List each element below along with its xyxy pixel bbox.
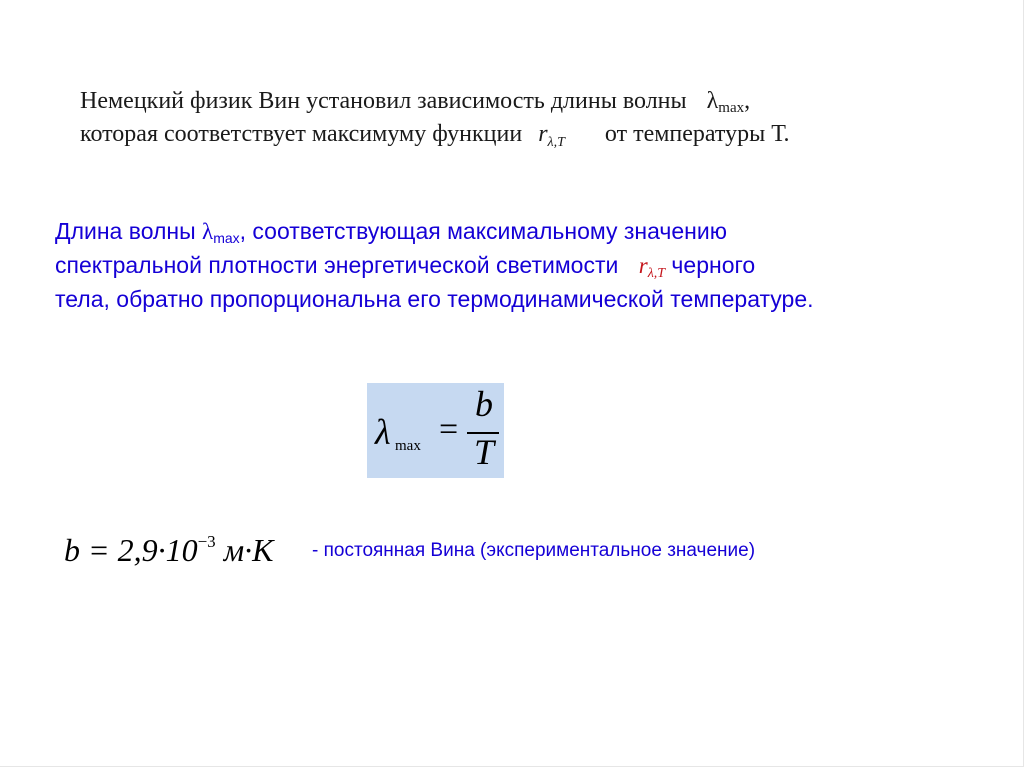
r-subscript: λ,T [547,135,565,150]
formula-equals: = [439,411,459,448]
wien-law-line-2-end: черного [665,252,756,278]
wien-formula-box [367,383,504,478]
lambda-subscript: max [718,100,745,116]
formula-numerator: b [475,384,493,424]
lambda-subscript: max [213,230,240,246]
intro-line-2 [80,118,960,151]
intro-line-2-text: которая соответствует максимуму функции [80,121,529,147]
constant-value: b = 2,9·10 [64,532,198,568]
constant-exponent: −3 [197,532,216,551]
wien-constant-expression [64,532,273,572]
wien-law-line-1-end: , соответствующая максимальному значению [239,218,727,244]
r-symbol: r [538,121,548,147]
lambda-symbol: λ [202,219,214,244]
r-symbol: r [638,253,648,278]
wien-law-line-3: тела, обратно пропорциональна его термодинамической температуре. [55,286,814,312]
intro-line-1-text: Немецкий физик Вин установил зависимость длины волны [80,88,693,114]
r-subscript: λ,T [647,266,666,281]
formula-lambda: λ [375,412,391,452]
intro-line-1 [80,85,960,118]
wien-law-line-2 [55,248,1015,282]
wien-constant-description: - постоянная Вина (экспериментальное значение) [312,540,756,561]
intro-line-1-end: , [744,88,751,114]
intro-line-2-end: от температуры Т. [604,121,790,147]
lambda-symbol: λ [706,88,719,114]
formula-lambda-subscript: max [395,438,421,454]
formula-denominator: T [473,432,495,472]
wien-law-line-1 [55,214,1015,248]
wien-law-statement [55,214,1015,316]
wien-law-line-2-start: спектральной плотности энергетической светимости [55,252,625,278]
wien-law-line-1-start: Длина волны [55,218,203,244]
constant-units: м·К [215,532,274,568]
intro-paragraph [80,85,960,151]
